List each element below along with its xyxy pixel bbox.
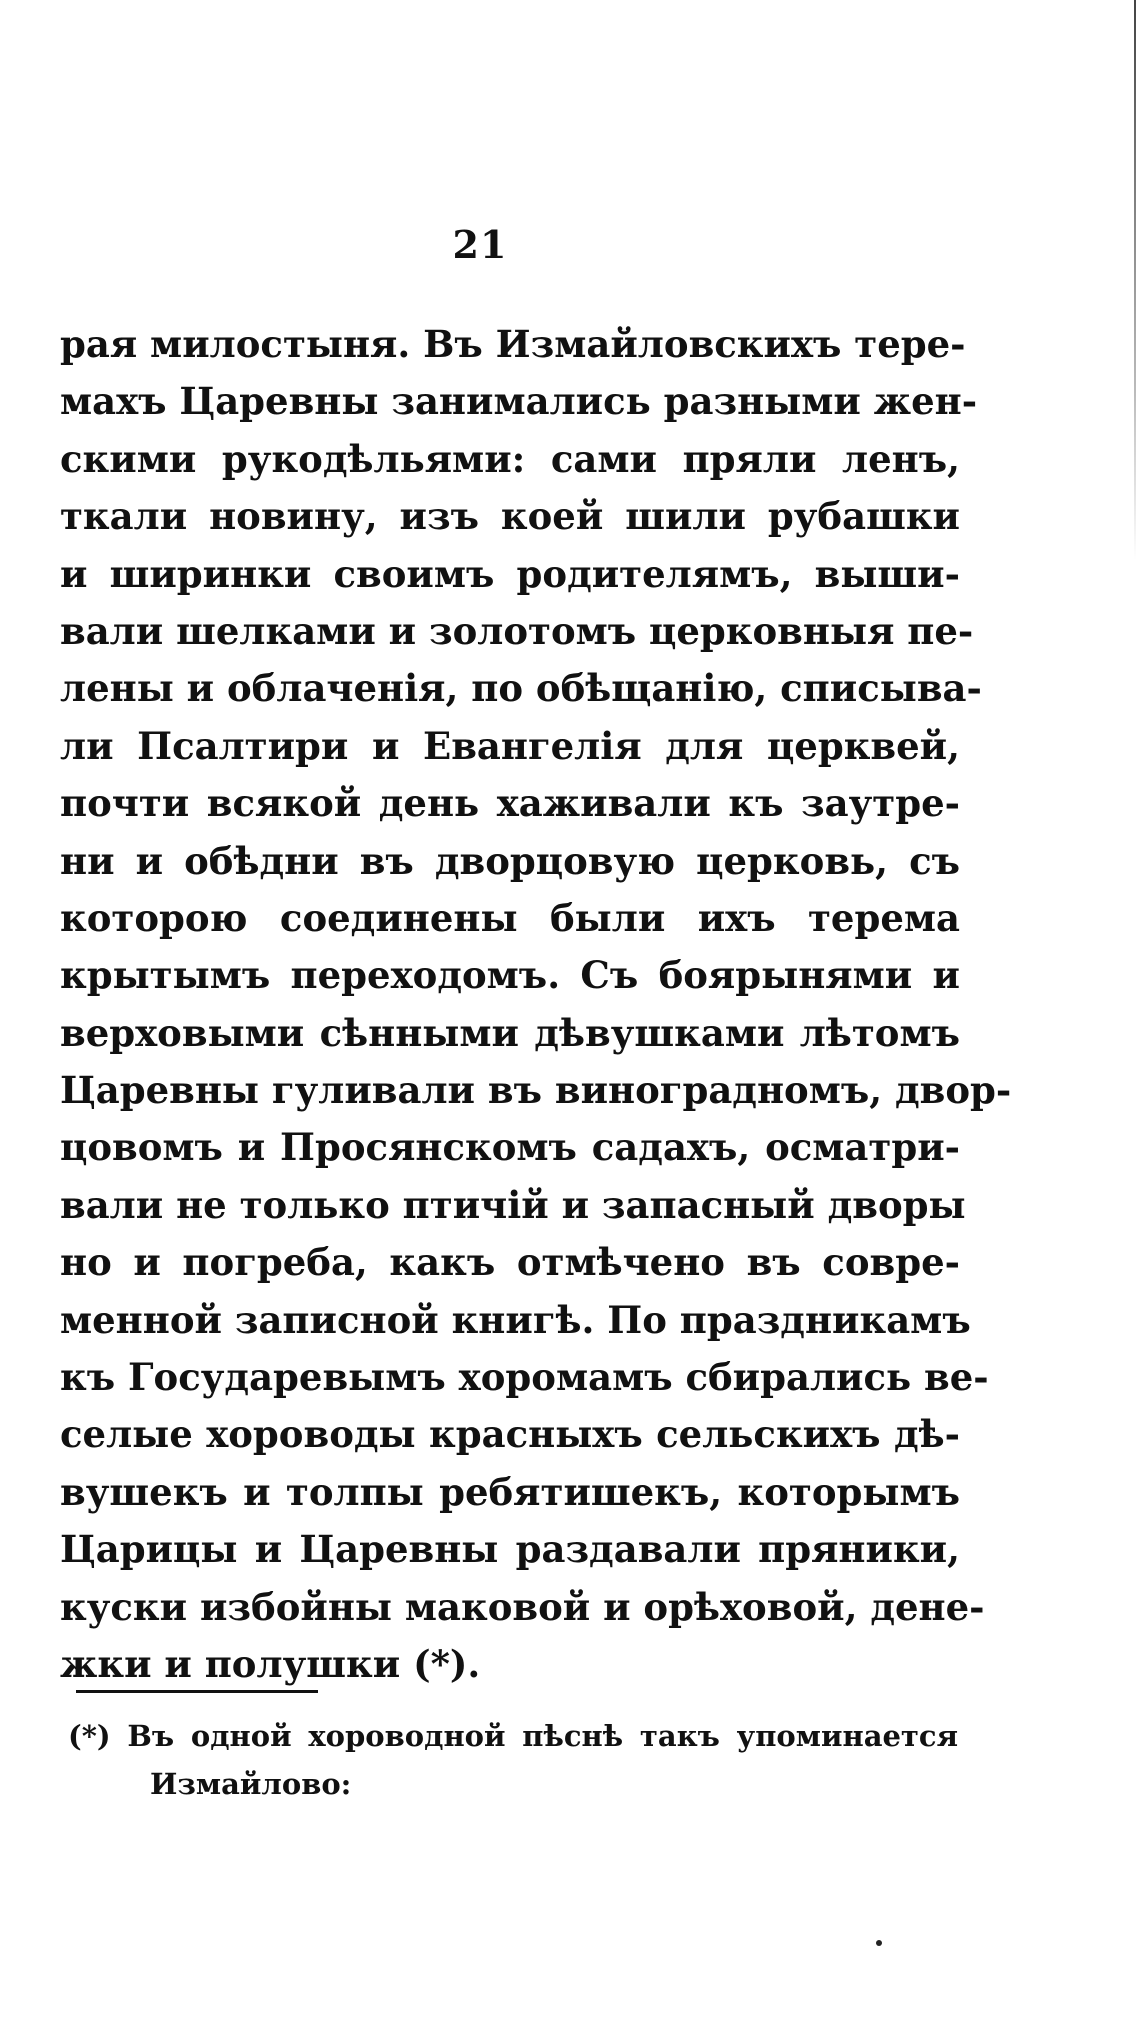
text-line: лены и облаченія, по обѣщанію, списыва-	[60, 666, 982, 711]
page-number: 21	[452, 222, 508, 267]
text-line: Царевны гуливали въ виноградномъ, двор-	[60, 1068, 1012, 1113]
footnote	[68, 1712, 958, 1808]
footnote-rule	[76, 1690, 318, 1693]
text-line: ткали новину, изъ коей шили рубашки	[60, 494, 960, 539]
text-line: крытымъ переходомъ. Съ боярынями и	[60, 953, 960, 998]
text-line: цовомъ и Просянскомъ садахъ, осматри-	[60, 1125, 960, 1170]
text-line: но и погреба, какъ отмѣчено въ совре-	[60, 1240, 960, 1285]
text-line: вушекъ и толпы ребятишекъ, которымъ	[60, 1469, 960, 1514]
footnote-line: Измайлово:	[150, 1767, 352, 1801]
text-line: вали шелками и золотомъ церковныя пе-	[60, 608, 974, 653]
text-line: куски избойны маковой и орѣховой, дене-	[60, 1584, 985, 1629]
text-line: селые хороводы красныхъ сельскихъ дѣ-	[60, 1412, 960, 1457]
text-line: вали не только птичій и запасный дворы	[60, 1182, 966, 1227]
text-line: жки и полушки (*).	[60, 1641, 481, 1686]
body-text	[60, 316, 1012, 1693]
ink-speck	[876, 1940, 882, 1946]
text-line: ли Псалтири и Евангелія для церквей,	[60, 723, 960, 768]
text-line: верховыми сѣнными дѣвушками лѣтомъ	[60, 1010, 960, 1055]
text-line: скими рукодѣльями: сами пряли ленъ,	[60, 436, 960, 481]
page-edge-line	[1134, 0, 1136, 560]
text-line: почти всякой день хаживали къ заутре-	[60, 781, 960, 826]
text-line: рая милостыня. Въ Измайловскихъ тере-	[60, 322, 966, 366]
text-line: къ Государевымъ хоромамъ сбирались ве-	[60, 1355, 989, 1400]
text-line: которою соединены были ихъ терема	[60, 895, 960, 940]
footnote-line: (*) Въ одной хороводной пѣснѣ такъ упоминается	[68, 1719, 958, 1753]
text-line: менной записной книгѣ. По праздникамъ	[60, 1297, 971, 1342]
text-line: махъ Царевны занимались разными жен-	[60, 379, 978, 424]
text-line: и ширинки своимъ родителямъ, выши-	[60, 551, 960, 596]
text-line: ни и обѣдни въ дворцовую церковь, съ	[60, 838, 960, 883]
text-line: Царицы и Царевны раздавали пряники,	[60, 1527, 960, 1572]
